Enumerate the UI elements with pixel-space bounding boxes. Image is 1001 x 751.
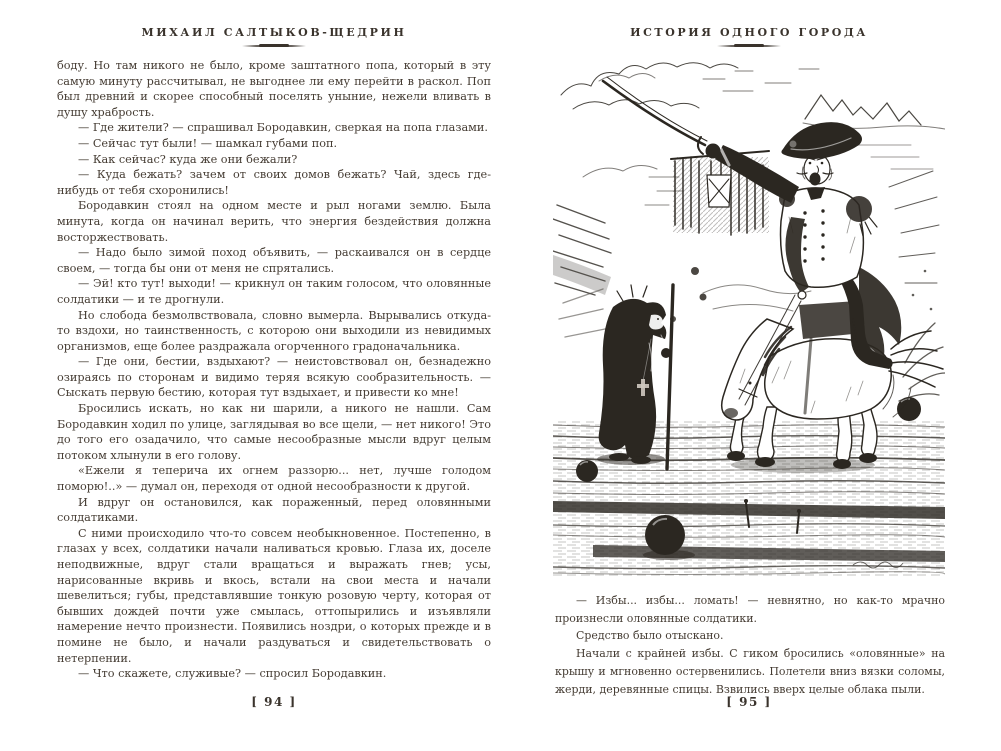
paragraph: Бросились искать, но как ни шарили, а никого не нашли. Сам Бородавкин ходил по улице, заглядывая во все щели, — нет никого! Это до того его озадачило, что самые несообразные мысли вдруг целым потоком хлынули в его голову. bbox=[57, 402, 491, 462]
paragraph: С ними происходило что-то совсем необыкновенное. Постепенно, в глазах у всех, солдатики начали наливаться кровью. Глаза их, доселе неподвижные, вдруг стали вращаться и выражать гнев; усы, нарисованные вкривь и вкось, встали на свои места и начали шевелиться; губы, представлявшие тонкую розовую черту, которая от бывших дождей почти уже смылась, оттопырились и изъявляли намерение нечто произнести. Появились ноздри, о которых прежде и в помине не было, и начали раздуваться и свидетельствовать о нетерпении. bbox=[57, 526, 491, 665]
paragraph: «Ежели я теперича их огнем раззорю... нет, лучше голодом поморю!..» — думал он, переходя от одной несообразности к другой. bbox=[57, 464, 491, 494]
paragraph: — Сейчас тут были! — шамкал губами поп. bbox=[78, 136, 338, 150]
paragraph: — Где жители? — спрашивал Бородавкин, сверкая на попа глазами. bbox=[78, 121, 488, 135]
page-number-left: [ 94 ] bbox=[251, 695, 297, 709]
dust-strokes bbox=[883, 171, 945, 417]
paragraph: — Что скажете, служивые? — спросил Бородавкин. bbox=[78, 667, 387, 681]
header-rule-left bbox=[242, 45, 306, 47]
paragraph: — Куда бежать? зачем от своих домов бежать? Чай, здесь где-нибудь от тебя схоронились! bbox=[57, 168, 491, 197]
paragraph: Бородавкин стоял на одном месте и рыл ногами землю. Была минута, когда он начинал верить, что энергия бездействия должна восторжествовать. bbox=[57, 199, 491, 244]
body-text-right bbox=[555, 592, 945, 698]
body-text-left bbox=[57, 58, 491, 682]
paragraph: И вдруг он остановился, как пораженный, перед оловянными солдатиками. bbox=[57, 495, 491, 525]
running-head-author: МИХАИЛ САЛТЫКОВ-ЩЕДРИН bbox=[141, 26, 407, 39]
paragraph: боду. Но там никого не было, кроме заштатного попа, который в эту самую минуту рассчитывал, не выгоднее ли ему перейти в раскол. Поп был древний и скорее способный поселять уныние, нежели вливать в душу храбрость. bbox=[57, 59, 491, 119]
paragraph: — Эй! кто тут! выходи! — крикнул он таким голосом, что оловянные солдатики — и те дрогнули. bbox=[57, 277, 491, 306]
paragraph: — Как сейчас? куда же они бежали? bbox=[78, 152, 298, 166]
page-number-right: [ 95 ] bbox=[726, 695, 772, 709]
running-head-title: ИСТОРИЯ ОДНОГО ГОРОДА bbox=[630, 26, 868, 39]
paragraph: — Где они, бестии, вздыхают? — неистовствовал он, безнадежно озираясь по сторонам и видимо теряя всякую сообразительность. — Сыскать первую бестию, которая тут вздыхает, и привести ко мне! bbox=[57, 355, 491, 400]
left-bank bbox=[553, 205, 611, 337]
illustration-borodavkin-on-horseback bbox=[553, 57, 945, 578]
header-rule-right bbox=[717, 45, 781, 47]
paragraph: Средство было отыскано. bbox=[576, 629, 724, 643]
paragraph: Но слобода безмолвствовала, словно вымерла. Вырывались откуда-то вздохи, но таинственность, с которою они выходили из невидимых организмов, еще более раздражала огорченного градоначальника. bbox=[57, 308, 491, 353]
paragraph: Начали с крайней избы. С гиком бросились «оловянные» на крышу и мгновенно остервенились. Полетели вниз вязки соломы, жерди, деревянные спицы. Взвились вверх целые облака пыли. bbox=[555, 647, 945, 696]
paragraph: — Избы... избы... ломать! — невнятно, но как-то мрачно произнесли оловянные солдатики. bbox=[555, 594, 945, 625]
paragraph: — Надо было зимой поход объявить, — раскаивался он в сердце своем, — тогда бы они от меня не спрятались. bbox=[57, 246, 491, 275]
